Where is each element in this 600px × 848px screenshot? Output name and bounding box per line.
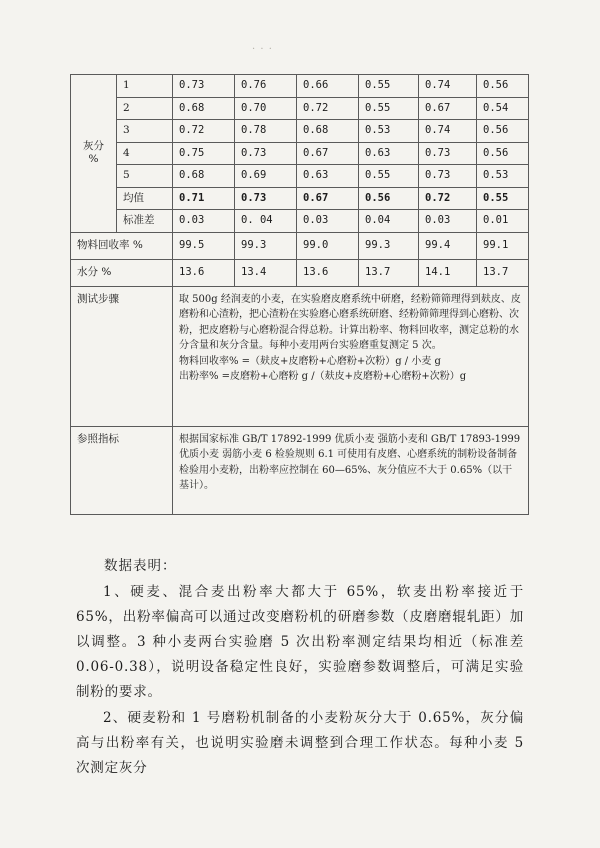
- ash-row: [71, 165, 529, 188]
- recovery-formula: 物料回收率% =（麸皮+皮磨粉+心磨粉+次粉）g / 小麦 g: [179, 355, 441, 367]
- page-header-mark: · · ·: [252, 44, 273, 55]
- ash-value-cell: 0.56: [477, 75, 529, 98]
- ash-value-cell: 0.53: [359, 120, 419, 143]
- ash-row: [71, 142, 529, 165]
- ash-value-cell: 0.55: [359, 165, 419, 188]
- ash-value-cell: 0.72: [419, 187, 477, 210]
- ash-row: [71, 210, 529, 233]
- ash-value-cell: 0.04: [359, 210, 419, 233]
- ash-row: [71, 120, 529, 143]
- steps-label: 测试步骤: [71, 286, 173, 426]
- ash-value-cell: 0.55: [477, 187, 529, 210]
- notes-paragraph-1: [76, 580, 524, 705]
- ash-value-cell: 0.68: [173, 165, 235, 188]
- ash-value-cell: 0.66: [297, 75, 359, 98]
- recovery-row-value: 99.3: [235, 232, 297, 259]
- ash-value-cell: 0.73: [235, 142, 297, 165]
- recovery-row-label: 物料回收率 %: [71, 232, 173, 259]
- recovery-row: [71, 232, 529, 259]
- notes-paragraph-2: [76, 706, 524, 781]
- recovery-row-value: 99.5: [173, 232, 235, 259]
- ash-label-cell: 灰分 %: [71, 75, 117, 233]
- notes-heading: 数据表明：: [104, 558, 177, 574]
- ash-value-cell: 0.56: [477, 120, 529, 143]
- ash-value-cell: 0.72: [297, 97, 359, 120]
- moisture-row-label: 水分 %: [71, 259, 173, 286]
- ash-value-cell: 0.73: [419, 142, 477, 165]
- moisture-row-value: 13.4: [235, 259, 297, 286]
- ash-index-cell: 均值: [117, 187, 173, 210]
- ash-value-cell: 0. 04: [235, 210, 297, 233]
- recovery-row-value: 99.4: [419, 232, 477, 259]
- yield-formula: 出粉率% =皮磨粉+心磨粉 g /（麸皮+皮磨粉+心磨粉+次粉）g: [179, 371, 467, 382]
- ash-index-cell: 5: [117, 165, 173, 188]
- ash-value-cell: 0.03: [297, 210, 359, 233]
- ash-index-cell: 4: [117, 142, 173, 165]
- steps-text: 取 500g 经润麦的小麦，在实验磨皮磨系统中研磨，经粉筛筛理得到麸皮、皮磨粉和心渣粉，把心渣粉在实验磨心磨系统研磨、经粉筛筛理得到心磨粉、次粉，把皮磨粉与心磨粉混合得总粉。计算出粉率、物料回收率，测定总粉的水分含量和灰分含量。每种小麦用两台实验磨重复测定 5 次。: [179, 293, 521, 351]
- ash-value-cell: 0.73: [235, 187, 297, 210]
- reference-content: 根据国家标准 GB/T 17892-1999 优质小麦 强筋小麦和 GB/T 17893-1999 优质小麦 弱筋小麦 6 检验规则 6.1 可使用有皮磨、心磨系统的制粉设备制备检验用小麦粉，出粉率应控制在 60—65%、灰分值应不大于 0.65%（以干基计）。: [173, 426, 529, 514]
- ash-index-cell: 2: [117, 97, 173, 120]
- reference-row: [71, 426, 529, 514]
- ash-row: [71, 75, 529, 98]
- ash-index-cell: 1: [117, 75, 173, 98]
- ash-value-cell: 0.68: [173, 97, 235, 120]
- ash-value-cell: 0.72: [173, 120, 235, 143]
- ash-value-cell: 0.03: [419, 210, 477, 233]
- moisture-row: [71, 259, 529, 286]
- ash-value-cell: 0.54: [477, 97, 529, 120]
- ash-row: [71, 97, 529, 120]
- ash-value-cell: 0.01: [477, 210, 529, 233]
- ash-value-cell: 0.56: [359, 187, 419, 210]
- steps-row: [71, 286, 529, 426]
- ash-value-cell: 0.73: [173, 75, 235, 98]
- ash-value-cell: 0.74: [419, 120, 477, 143]
- ash-value-cell: 0.63: [359, 142, 419, 165]
- ash-value-cell: 0.55: [359, 75, 419, 98]
- ash-value-cell: 0.67: [419, 97, 477, 120]
- paragraph-text: 1、硬麦、混合麦出粉率大都大于 65%，软麦出粉率接近于 65%，出粉率偏高可以通过改变磨粉机的研磨参数（皮磨磨辊轧距）加以调整。3 种小麦两台实验磨 5 次出粉率测定结果均相近（标准差 0.06-0.38），说明设备稳定性良好，实验磨参数调整后，可满足实验制粉的要求。: [76, 584, 524, 700]
- ash-value-cell: 0.63: [297, 165, 359, 188]
- moisture-row-value: 13.7: [477, 259, 529, 286]
- ash-row: [71, 187, 529, 210]
- ash-index-cell: 3: [117, 120, 173, 143]
- moisture-row-value: 13.6: [173, 259, 235, 286]
- ash-value-cell: 0.76: [235, 75, 297, 98]
- recovery-row-value: 99.0: [297, 232, 359, 259]
- ash-value-cell: 0.67: [297, 187, 359, 210]
- ash-value-cell: 0.78: [235, 120, 297, 143]
- moisture-row-value: 13.6: [297, 259, 359, 286]
- moisture-row-value: 13.7: [359, 259, 419, 286]
- recovery-row-value: 99.1: [477, 232, 529, 259]
- reference-label: 参照指标: [71, 426, 173, 514]
- ash-value-cell: 0.55: [359, 97, 419, 120]
- test-results-table: [70, 74, 529, 515]
- ash-value-cell: 0.03: [173, 210, 235, 233]
- ash-value-cell: 0.56: [477, 142, 529, 165]
- ash-value-cell: 0.74: [419, 75, 477, 98]
- ash-value-cell: 0.68: [297, 120, 359, 143]
- recovery-row-value: 99.3: [359, 232, 419, 259]
- ash-value-cell: 0.75: [173, 142, 235, 165]
- ash-value-cell: 0.70: [235, 97, 297, 120]
- ash-value-cell: 0.67: [297, 142, 359, 165]
- ash-value-cell: 0.73: [419, 165, 477, 188]
- ash-value-cell: 0.71: [173, 187, 235, 210]
- moisture-row-value: 14.1: [419, 259, 477, 286]
- ash-index-cell: 标准差: [117, 210, 173, 233]
- paragraph-text: 2、硬麦粉和 1 号磨粉机制备的小麦粉灰分大于 0.65%，灰分偏高与出粉率有关，也说明实验磨未调整到合理工作状态。每种小麦 5 次测定灰分: [76, 710, 524, 776]
- ash-value-cell: 0.69: [235, 165, 297, 188]
- ash-value-cell: 0.53: [477, 165, 529, 188]
- steps-content: [173, 286, 529, 426]
